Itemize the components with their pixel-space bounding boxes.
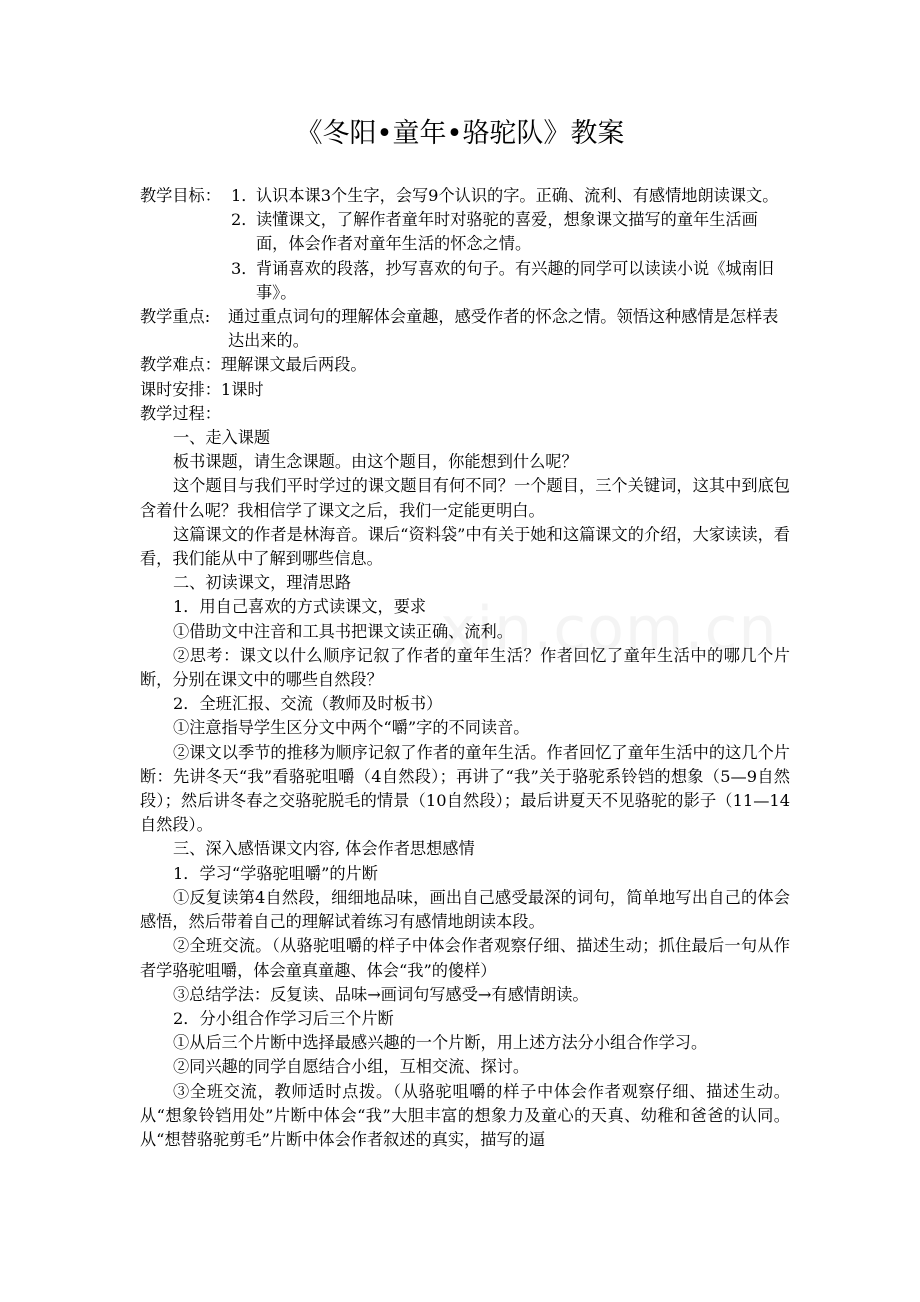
paragraph: ②课文以季节的推移为顺序记叙了作者的童年生活。作者回忆了童年生活中的这几个片断：先讲冬天“我”看骆驼咀嚼（4自然段）；再讲了“我”关于骆驼系铃铛的想象（5—9自然段）；然后讲冬春之交骆驼脱毛的情景（10自然段）；最后讲夏天不见骆驼的影子（11—14自然段）。 (140, 742, 790, 835)
paragraph: 这篇课文的作者是林海音。课后“资料袋”中有关于她和这篇课文的介绍，大家读读，看看，我们能从中了解到哪些信息。 (140, 524, 790, 569)
section-heading: 三、深入感悟课文内容, 体会作者思想感情 (173, 839, 475, 859)
paragraph: 1．用自己喜欢的方式读课文，要求 (173, 597, 427, 617)
paragraph: 板书课题，请生念课题。由这个题目，你能想到什么呢？ (173, 452, 578, 472)
difficulty: 教学难点：理解课文最后两段。 (140, 355, 367, 375)
objective-number: 3． (231, 258, 258, 278)
objective-item-3 (140, 257, 790, 305)
objective-text: 读懂课文，了解作者童年时对骆驼的喜爱，想象课文描写的童年生活画面，体会作者对童年生活的怀念之情。 (256, 210, 758, 254)
paragraph: ②同兴趣的同学自愿结合小组，互相交流、探讨。 (173, 1057, 530, 1077)
section-heading: 二、初读课文，理清思路 (173, 573, 352, 593)
objective-number: 2． (231, 210, 258, 230)
paragraph: ①注意指导学生区分文中两个“嚼”字的不同读音。 (173, 718, 530, 738)
paragraph: ③总结学法：反复读、品味→画词句写感受→有感情朗读。 (173, 984, 589, 1004)
objective-text: 背诵喜欢的段落，抄写喜欢的句子。有兴趣的同学可以读读小说《城南旧事》。 (256, 258, 774, 302)
paragraph: 1．学习“学骆驼咀嚼”的片断 (173, 863, 378, 883)
document-body (140, 184, 790, 1152)
paragraph: 这个题目与我们平时学过的课文题目有何不同？一个题目，三个关键词，这其中到底包含着什么呢？我相信学了课文之后，我们一定能更明白。 (140, 476, 790, 520)
paragraph: ①借助文中注音和工具书把课文读正确、流利。 (173, 621, 513, 641)
objective-item-2 (140, 208, 790, 256)
paragraph: ①反复读第4自然段，细细地品味，画出自己感受最深的词句，简单地写出自己的体会感悟，然后带着自己的理解试着练习有感情地朗读本段。 (140, 887, 790, 932)
key-point-label: 教学重点: (140, 307, 211, 327)
section-heading: 一、走入课题 (173, 428, 271, 448)
paragraph: 2．分小组合作学习后三个片断 (173, 1008, 394, 1028)
schedule: 课时安排：1课时 (140, 379, 264, 399)
objective-item-1 (140, 184, 790, 208)
key-point-text: 通过重点词句的理解体会童趣，感受作者的怀念之情。领悟这种感情是怎样表达出来的。 (228, 307, 779, 351)
paragraph: ①从后三个片断中选择最感兴趣的一个片断，用上述方法分小组合作学习。 (173, 1033, 708, 1053)
paragraph: ③全班交流，教师适时点拨。（从骆驼咀嚼的样子中体会作者观察仔细、描述生动。从“想象铃铛用处”片断中体会“我”大胆丰富的想象力及童心的天真、幼稚和爸爸的认同。从“想替骆驼剪毛”片断中体会作者叙述的真实，描写的逼 (140, 1081, 790, 1149)
objectives-label: 教学目标： (140, 186, 221, 205)
paragraph: ②全班交流。（从骆驼咀嚼的样子中体会作者观察仔细、描述生动；抓住最后一句从作者学骆驼咀嚼，体会童真童趣、体会“我”的傻样） (140, 936, 790, 980)
process-label: 教学过程： (140, 403, 221, 423)
key-point (140, 305, 790, 353)
paragraph: ②思考：课文以什么顺序记叙了作者的童年生活？作者回忆了童年生活中的哪几个片断，分别在课文中的哪些自然段？ (140, 645, 790, 690)
paragraph: 2．全班汇报、交流（教师及时板书） (173, 694, 443, 714)
objective-text: 认识本课3个生字，会写9个认识的字。正确、流利、有感情地朗读课文。 (256, 186, 779, 205)
document-title: 《冬阳•童年•骆驼队》教案 (295, 118, 625, 149)
objective-number: 1． (231, 186, 258, 205)
